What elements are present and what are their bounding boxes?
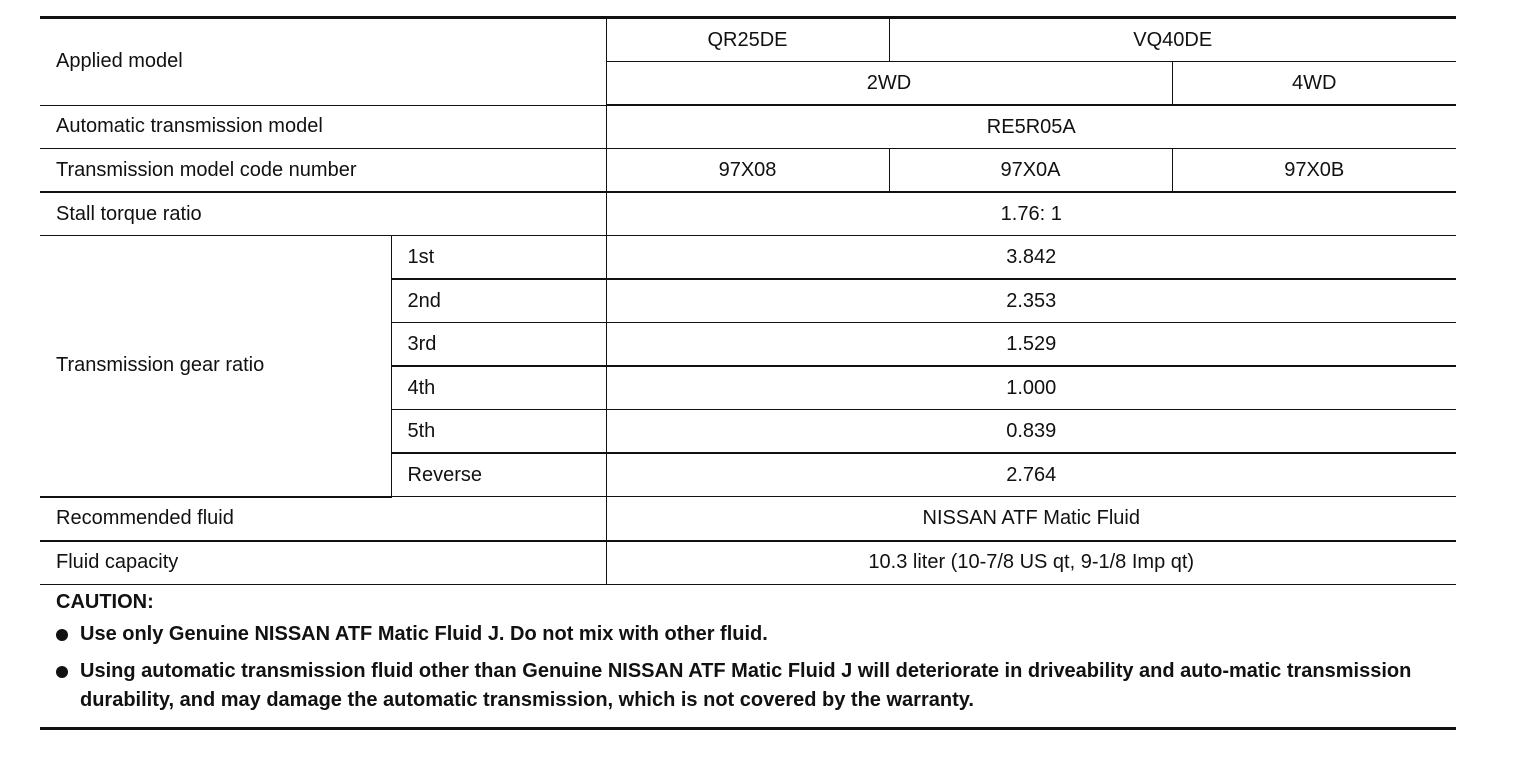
- capacity-value: 10.3 liter (10-7/8 US qt, 9-1/8 Imp qt): [606, 541, 1456, 585]
- gear-ratio-value: 1.000: [606, 366, 1456, 410]
- applied-model-label: Applied model: [40, 18, 606, 106]
- gear-name: 3rd: [391, 323, 606, 367]
- caution-title: CAUTION:: [56, 590, 154, 613]
- caution-item: [56, 620, 1440, 649]
- at-model-row: [40, 105, 1456, 149]
- stall-torque-label: Stall torque ratio: [40, 192, 606, 236]
- at-model-value: RE5R05A: [606, 105, 1456, 149]
- fluid-row: [40, 497, 1456, 541]
- gear-ratio-value: 0.839: [606, 410, 1456, 454]
- code-number-value: 97X0A: [889, 149, 1172, 193]
- fluid-value: NISSAN ATF Matic Fluid: [606, 497, 1456, 541]
- code-number-value: 97X08: [606, 149, 889, 193]
- gear-name: Reverse: [391, 453, 606, 497]
- stall-torque-value: 1.76: 1: [606, 192, 1456, 236]
- drive-4wd: 4WD: [1172, 62, 1456, 106]
- gear-ratio-value: 2.353: [606, 279, 1456, 323]
- transmission-spec-table: [40, 16, 1456, 585]
- code-number-value: 97X0B: [1172, 149, 1456, 193]
- gear-row: [40, 236, 1456, 280]
- drive-2wd: 2WD: [606, 62, 1172, 106]
- caution-text: Using automatic transmission fluid other than Genuine NISSAN ATF Matic Fluid J will deteriorate in driveability and auto-matic transmission durability, and may damage the automatic transmission, which is not covered by the warranty.: [80, 659, 1412, 711]
- bullet-icon: [56, 666, 68, 678]
- bullet-icon: [56, 629, 68, 641]
- gear-ratio-value: 1.529: [606, 323, 1456, 367]
- engine-qr25de: QR25DE: [606, 18, 889, 62]
- code-number-row: [40, 149, 1456, 193]
- stall-torque-row: [40, 192, 1456, 236]
- code-number-label: Transmission model code number: [40, 149, 606, 193]
- capacity-label: Fluid capacity: [40, 541, 606, 585]
- gear-name: 4th: [391, 366, 606, 410]
- caution-text: Use only Genuine NISSAN ATF Matic Fluid J. Do not mix with other fluid.: [80, 622, 768, 645]
- at-model-label: Automatic transmission model: [40, 105, 606, 149]
- applied-model-row: [40, 18, 1456, 62]
- gear-name: 5th: [391, 410, 606, 454]
- caution-item: [56, 657, 1440, 715]
- gear-ratio-value: 3.842: [606, 236, 1456, 280]
- caution-box: [40, 585, 1456, 730]
- engine-vq40de: VQ40DE: [889, 18, 1456, 62]
- gear-ratio-label: Transmission gear ratio: [40, 236, 391, 497]
- capacity-row: [40, 541, 1456, 585]
- gear-name: 1st: [391, 236, 606, 280]
- gear-ratio-value: 2.764: [606, 453, 1456, 497]
- caution-list: [56, 620, 1440, 715]
- gear-name: 2nd: [391, 279, 606, 323]
- fluid-label: Recommended fluid: [40, 497, 606, 541]
- spec-document: [40, 16, 1456, 730]
